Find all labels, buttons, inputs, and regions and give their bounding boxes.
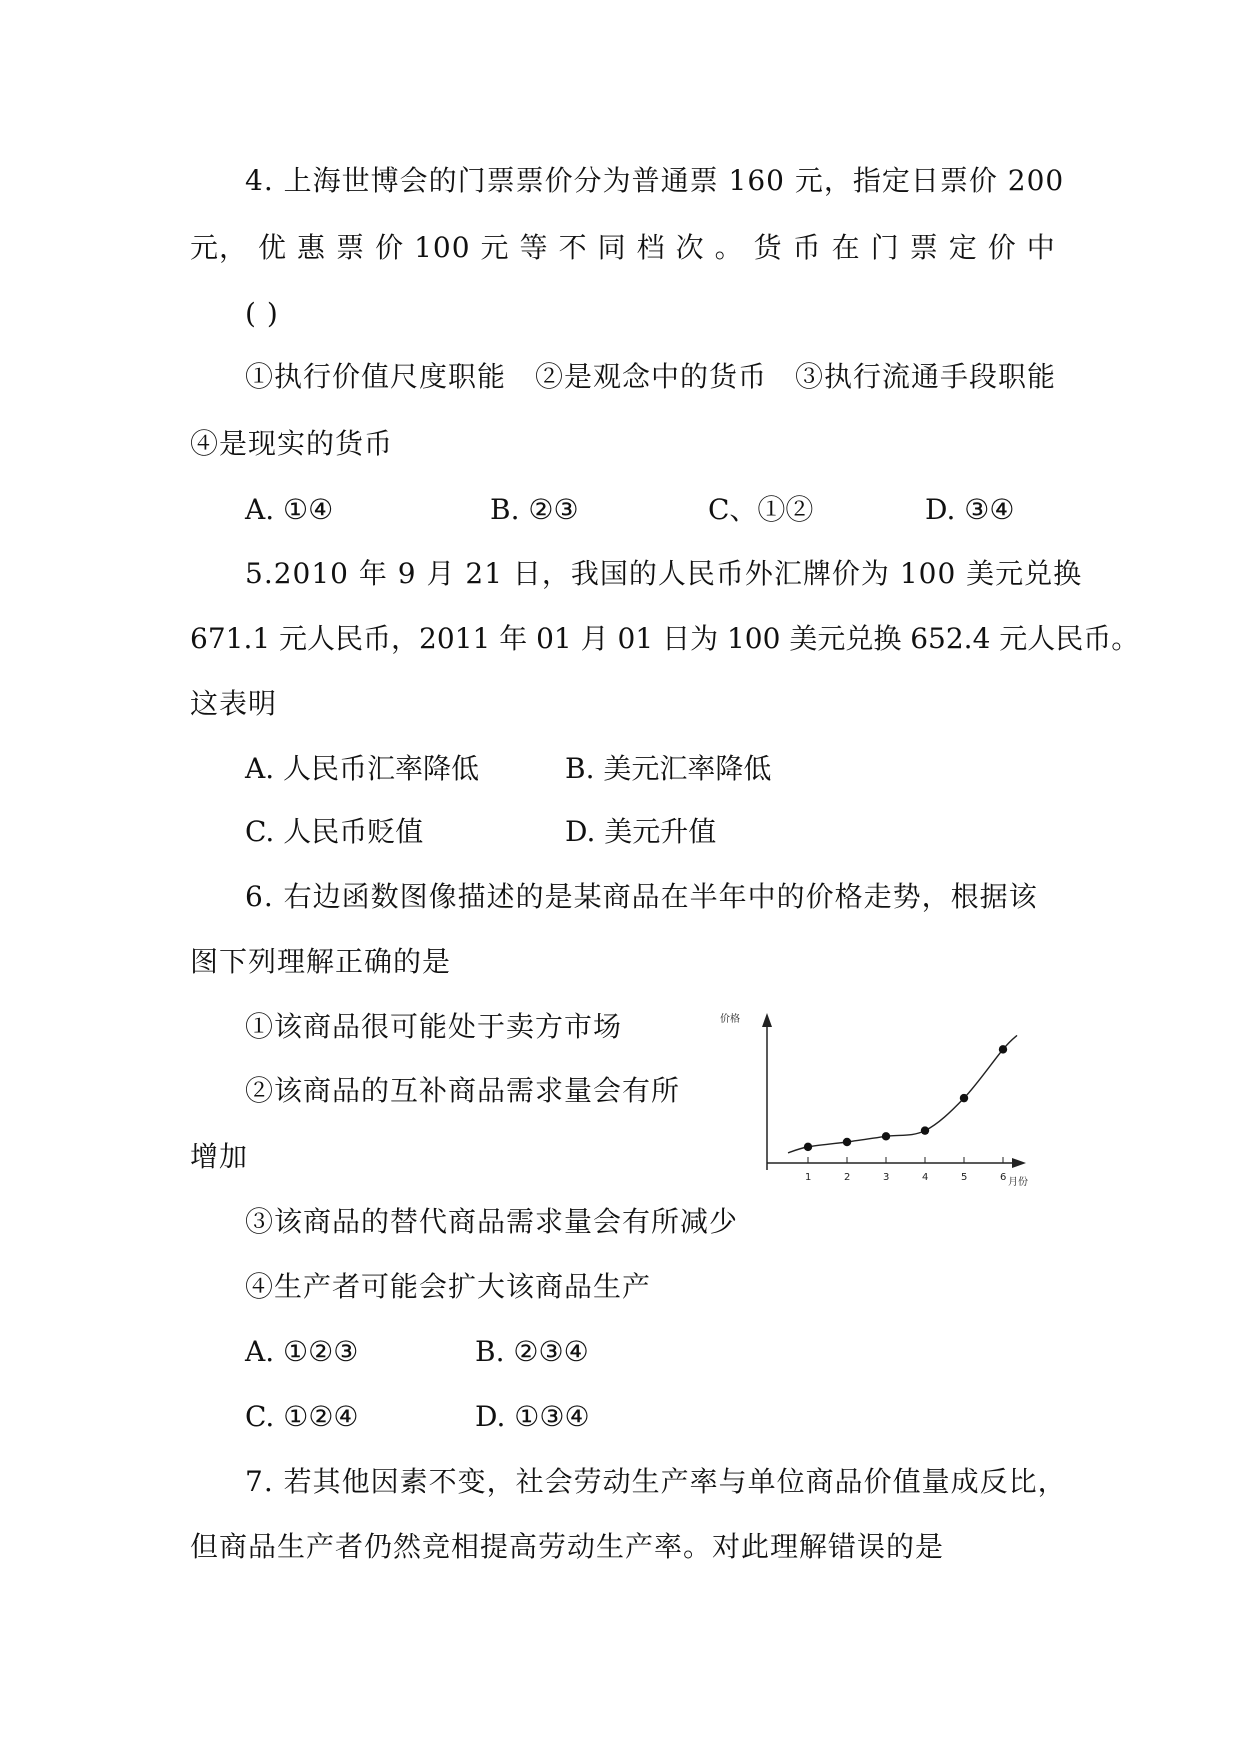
q6-item-3: ③该商品的替代商品需求量会有所减少 (245, 1205, 739, 1238)
q4-stem-line2-part: 在 (831, 231, 861, 264)
y-axis-label: 价格 (720, 1014, 740, 1025)
x-tick-label: 6 (1000, 1172, 1007, 1183)
q6-item-1: ①该商品很可能处于卖方市场 (245, 1010, 623, 1043)
q4-option-a: A. ①④ (245, 493, 334, 526)
q4-stem-line2-part: 票 (909, 231, 939, 264)
q4-stem-line2-part: 档 (636, 231, 666, 264)
q4-stem-line2-part: 票 (336, 231, 366, 264)
q6-item-2-line2: 增加 (190, 1140, 249, 1173)
q4-stem-line2-part: 门 (870, 231, 900, 264)
y-axis-arrow (762, 1013, 772, 1027)
q7-stem-line2: 但商品生产者仍然竞相提高劳动生产率。对此理解错误的是 (190, 1530, 945, 1563)
q6-option-c: C. ①②④ (245, 1400, 359, 1433)
q5-option-c: C. 人民币贬值 (245, 815, 424, 848)
x-axis-label: 月份 (1008, 1177, 1028, 1188)
q4-stem-line2-part: 优 (258, 231, 288, 264)
q4-stem-line2-part: 不 (558, 231, 588, 264)
q5-stem-line1: 5.2010 年 9 月 21 日，我国的人民币外汇牌价为 100 美元兑换 (245, 557, 1083, 590)
q4-option-b: B. ②③ (490, 493, 579, 526)
q4-answer-paren: ( ) (245, 297, 279, 330)
data-point (960, 1094, 968, 1102)
data-point (921, 1126, 929, 1134)
x-tick-label: 3 (883, 1172, 890, 1183)
q4-stem-line2-part: 中 (1026, 231, 1056, 264)
q5-option-b: B. 美元汇率降低 (565, 752, 772, 785)
x-tick-label: 5 (961, 1172, 968, 1183)
q4-stem-line1: 4. 上海世博会的门票票价分为普通票 160 元，指定日票价 200 (245, 164, 1065, 197)
data-point (843, 1138, 851, 1146)
q6-item-2-line1: ②该商品的互补商品需求量会有所 (245, 1074, 681, 1107)
data-point (999, 1045, 1007, 1053)
x-tick-label: 1 (805, 1172, 812, 1183)
q4-item-3: ③执行流通手段职能 (795, 360, 1057, 393)
price-trend-chart (700, 1005, 1080, 1190)
x-tick-label: 4 (922, 1172, 929, 1183)
q5-stem-line3: 这表明 (190, 687, 278, 720)
x-axis-arrow (1012, 1158, 1026, 1168)
data-point (804, 1143, 812, 1151)
q4-stem-line2-part: 次 (675, 231, 705, 264)
q5-option-a: A. 人民币汇率降低 (245, 752, 480, 785)
q6-stem-line1: 6. 右边函数图像描述的是某商品在半年中的价格走势，根据该 (245, 880, 1038, 913)
q4-stem-line2-part: 等 (519, 231, 549, 264)
data-point (882, 1132, 890, 1140)
q4-stem-line2-part: 同 (597, 231, 627, 264)
q4-stem-line2-part: 货 (753, 231, 783, 264)
q4-option-c: C、①② (708, 493, 814, 526)
x-tick-label: 2 (844, 1172, 851, 1183)
q4-option-d: D. ③④ (925, 493, 1015, 526)
q4-stem-line2-part: 。 (714, 231, 744, 264)
q4-stem-line2-part: 价 (375, 231, 405, 264)
q5-stem-line2: 671.1 元人民币，2011 年 01 月 01 日为 100 美元兑换 652.4 元人民币。 (190, 622, 1140, 655)
q4-stem-line2-part: 价 (987, 231, 1017, 264)
q6-option-b: B. ②③④ (475, 1335, 589, 1368)
q6-item-4: ④生产者可能会扩大该商品生产 (245, 1270, 652, 1303)
q4-stem-line2-part: 元 (480, 231, 510, 264)
q4-item-2: ②是观念中的货币 (535, 360, 768, 393)
q6-option-a: A. ①②③ (245, 1335, 359, 1368)
q4-item-4: ④是现实的货币 (190, 427, 394, 460)
q4-stem-line2-part: 币 (792, 231, 822, 264)
q4-stem-line2-part: 惠 (297, 231, 327, 264)
q7-stem-line1: 7. 若其他因素不变，社会劳动生产率与单位商品价值量成反比， (245, 1465, 1067, 1498)
q5-option-d: D. 美元升值 (565, 815, 717, 848)
q6-option-d: D. ①③④ (475, 1400, 590, 1433)
q4-stem-line2-part: 定 (948, 231, 978, 264)
price-trend-chart-svg (700, 1005, 1080, 1190)
q6-stem-line2: 图下列理解正确的是 (190, 945, 452, 978)
series-line (788, 1035, 1017, 1153)
q4-stem-line2-part: 元， (190, 231, 249, 264)
q4-stem-line2 (190, 231, 1056, 265)
q4-item-1: ①执行价值尺度职能 (245, 360, 507, 393)
q4-stem-line2-part: 100 (414, 231, 471, 264)
